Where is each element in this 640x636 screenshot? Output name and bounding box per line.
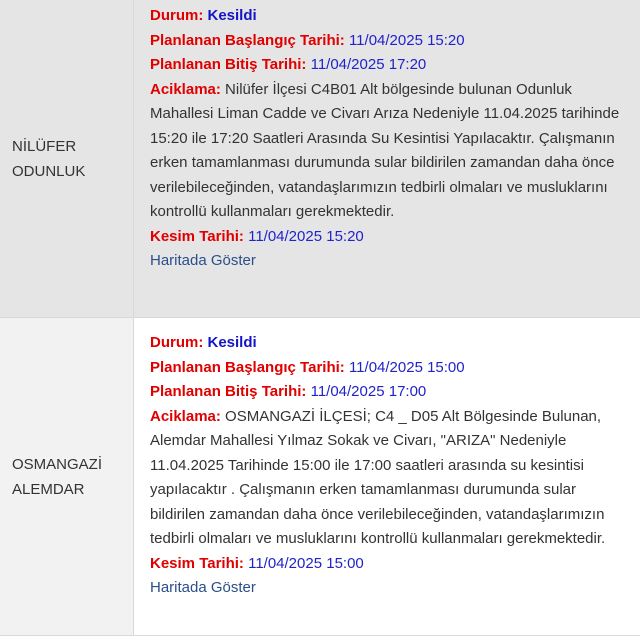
district-name: OSMANGAZİ xyxy=(12,455,103,473)
cut-date-value: 11/04/2025 15:20 xyxy=(248,227,364,245)
status-value: Kesildi xyxy=(207,7,257,24)
description-block xyxy=(150,78,624,225)
neighborhood-name: ALEMDAR xyxy=(12,480,85,498)
cut-date-value: 11/04/2025 15:00 xyxy=(248,554,364,572)
neighborhood-name: ODUNLUK xyxy=(12,162,86,180)
planned-end-label: Planlanan Bitiş Tarihi: xyxy=(150,56,307,73)
planned-end-value: 11/04/2025 17:20 xyxy=(310,56,427,73)
show-on-map-link[interactable]: Haritada Göster xyxy=(150,252,256,269)
description-text: OSMANGAZİ İLÇESİ; C4 _ D05 Alt Bölgesinde Bulunan, Alemdar Mahallesi Yılmaz Sokak ve Civarı, "ARIZA" Nedeniyle 11.04.2025 Tarihinde 15:00 ile 17:00 saatleri arasında su kesintisi yapılacaktır . Çalışmanın erken tamamlanması durumunda sular bildirilen zamandan daha önce verilebileceğinden, vatandaşlarımızın tedbirli olmaları ve musluklarını kontrollü kullanmaları gerekmektedir. xyxy=(150,407,606,547)
status-label: Durum: xyxy=(150,334,204,351)
status-line xyxy=(150,4,624,29)
cut-date-label: Kesim Tarihi: xyxy=(150,227,244,245)
status-label: Durum: xyxy=(150,7,204,24)
cut-date-label: Kesim Tarihi: xyxy=(150,554,244,572)
planned-end-label: Planlanan Bitiş Tarihi: xyxy=(150,383,307,400)
planned-end-value: 11/04/2025 17:00 xyxy=(310,383,427,400)
location-cell xyxy=(0,318,134,635)
status-line xyxy=(150,331,624,356)
planned-start-label: Planlanan Başlangıç Tarihi: xyxy=(150,358,345,376)
show-on-map-link[interactable]: Haritada Göster xyxy=(150,579,256,596)
planned-start-label: Planlanan Başlangıç Tarihi: xyxy=(150,31,345,49)
location-cell xyxy=(0,0,134,317)
details-cell xyxy=(134,0,640,317)
planned-start-line xyxy=(150,29,624,54)
planned-start-line xyxy=(150,356,624,381)
description-label: Aciklama: xyxy=(150,80,221,98)
cut-date-line xyxy=(150,552,624,577)
status-value: Kesildi xyxy=(207,334,257,351)
outage-row xyxy=(0,318,640,636)
cut-date-line xyxy=(150,225,624,250)
district-name: NİLÜFER xyxy=(12,137,77,155)
planned-end-line xyxy=(150,53,624,78)
planned-end-line xyxy=(150,380,624,405)
planned-start-value: 11/04/2025 15:20 xyxy=(348,31,465,49)
description-text: Nilüfer İlçesi C4B01 Alt bölgesinde bulunan Odunluk Mahallesi Liman Cadde ve Civarı Arıza Nedeniyle 11.04.2025 tarihinde 15:20 ile 17:20 Saatleri Arasında Su Kesintisi Yapılacaktır. Çalışmanın erken tamamlanması durumunda sular bildirilen zamandan daha önce verilebileceğinden, vatandaşlarımızın tedbirli olmaları ve musluklarını kontrollü kullanmaları gerekmektedir. xyxy=(150,80,620,220)
description-block xyxy=(150,405,624,552)
details-cell xyxy=(134,318,640,635)
planned-start-value: 11/04/2025 15:00 xyxy=(348,358,465,376)
description-label: Aciklama: xyxy=(150,407,221,425)
